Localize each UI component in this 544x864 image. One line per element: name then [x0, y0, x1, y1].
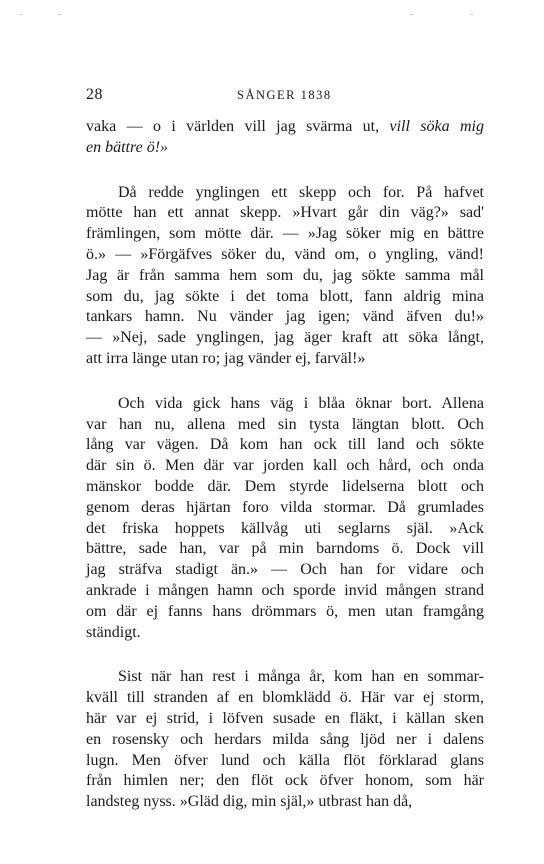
text-line: [86, 498, 484, 519]
paragraph-gap: [86, 159, 484, 183]
text-line: [86, 456, 484, 477]
text-line: [86, 307, 484, 328]
text-run: som du, jag sökte i det toma blott, fann aldrig mina: [86, 287, 484, 305]
text-line: [86, 328, 484, 349]
text-line: [86, 709, 484, 730]
italic-text: en bättre ö!»: [86, 138, 169, 156]
text-run: om där ej fanns hans drömmars ö, men utan framgång: [86, 602, 484, 620]
text-run: kväll till stranden af en blomklädd ö. Här var ej storm,: [86, 689, 484, 707]
text-run: från himlen ner; den flöt ock öfver honom, som här: [86, 772, 484, 790]
paper-speck: [410, 14, 413, 15]
paragraph: [86, 117, 484, 159]
text-line: [86, 266, 484, 287]
paragraph-gap: [86, 643, 484, 667]
text-run: landsteg nyss. »Gläd dig, min själ,» utbrast han då,: [86, 793, 413, 811]
page-number: 28: [86, 86, 103, 103]
paper-speck: [20, 14, 23, 15]
paragraph: [86, 183, 484, 370]
text-line: [86, 771, 484, 792]
text-run: mötte han ett annat skepp. »Hvart går din väg?» sad': [86, 204, 484, 222]
text-line: [86, 560, 484, 581]
text-run: lugn. Men öfver lund och källa flöt förklarad glans: [86, 751, 484, 769]
page-header: [86, 86, 486, 106]
text-run: här var ej strid, i löfven susade en fläkt, i källan sken: [86, 709, 484, 727]
paragraph-gap: [86, 370, 484, 394]
text-run: vaka — o i världen vill jag svärma ut,: [86, 118, 390, 135]
text-run: lång var vägen. Då kom han ock till land och sökte: [86, 436, 484, 454]
text-line: [86, 623, 484, 644]
text-line: [86, 519, 484, 540]
text-run: jag sträfva stadigt än.» — Och han for vidare och: [86, 561, 484, 579]
text-run: det friska hoppets källvåg uti seglarns själ. »Ack: [86, 519, 484, 537]
text-run: Sist när han rest i många år, kom han en sommar-: [118, 668, 484, 686]
text-run: bättre, sade han, var på min barndoms ö. Dock vill: [86, 540, 484, 558]
text-line: [86, 751, 484, 772]
body-text: [86, 117, 484, 813]
text-line: [86, 287, 484, 308]
text-run: Och vida gick hans väg i blåa öknar bort. Allena: [118, 394, 484, 412]
text-run: Då redde ynglingen ett skepp och for. På hafvet: [118, 183, 484, 201]
text-run: främlingen, som mötte där. — »Jag söker mig en bättre: [86, 225, 484, 243]
text-run: var han nu, allena med sin tysta längtan blott. Och: [86, 415, 484, 433]
text-line: [86, 245, 484, 266]
text-run: att irra länge utan ro; jag vänder ej, farväl!»: [86, 349, 366, 367]
paper-speck: [58, 14, 61, 15]
text-line: [86, 183, 484, 204]
text-line: [86, 667, 484, 688]
text-line: [86, 581, 484, 602]
text-run: ständigt.: [86, 623, 141, 641]
text-line: [86, 602, 484, 623]
text-line: [86, 203, 484, 224]
text-run: ö.» — »Förgäfves söker du, vänd om, o yngling, vänd!: [86, 245, 484, 263]
text-line: [86, 224, 484, 245]
text-line: [86, 477, 484, 498]
text-line: [86, 415, 484, 436]
text-line: [86, 117, 484, 138]
text-line: [86, 688, 484, 709]
text-line: [86, 138, 484, 159]
italic-text: vill söka mig: [389, 118, 485, 135]
running-head: SÅNGER 1838: [237, 88, 332, 102]
text-run: Jag är från samma hem som du, jag sökte samma mål: [86, 266, 484, 284]
text-line: [86, 539, 484, 560]
text-run: tankars hamn. Nu vänder jag igen; vänd äfven du!»: [86, 308, 484, 326]
text-run: en rosensky och herdars milda sång ljöd ner i dalens: [86, 730, 484, 748]
paragraph: [86, 667, 484, 813]
text-line: [86, 349, 484, 370]
text-line: [86, 792, 484, 813]
text-run: genom deras hjärtan foro vilda stormar. Då grumlades: [86, 498, 484, 516]
text-line: [86, 435, 484, 456]
text-line: [86, 730, 484, 751]
text-line: [86, 394, 484, 415]
paragraph: [86, 394, 484, 644]
paper-speck: [470, 14, 473, 15]
text-run: ankrade i mången hamn och sporde invid mången strand: [86, 581, 484, 599]
text-run: — »Nej, sade ynglingen, jag äger kraft att söka långt,: [86, 329, 484, 347]
text-run: mänskor bodde där. Dem styrde lidelserna blott och: [86, 477, 484, 495]
text-run: där sin ö. Men där var jorden kall och hård, och onda: [86, 457, 484, 475]
